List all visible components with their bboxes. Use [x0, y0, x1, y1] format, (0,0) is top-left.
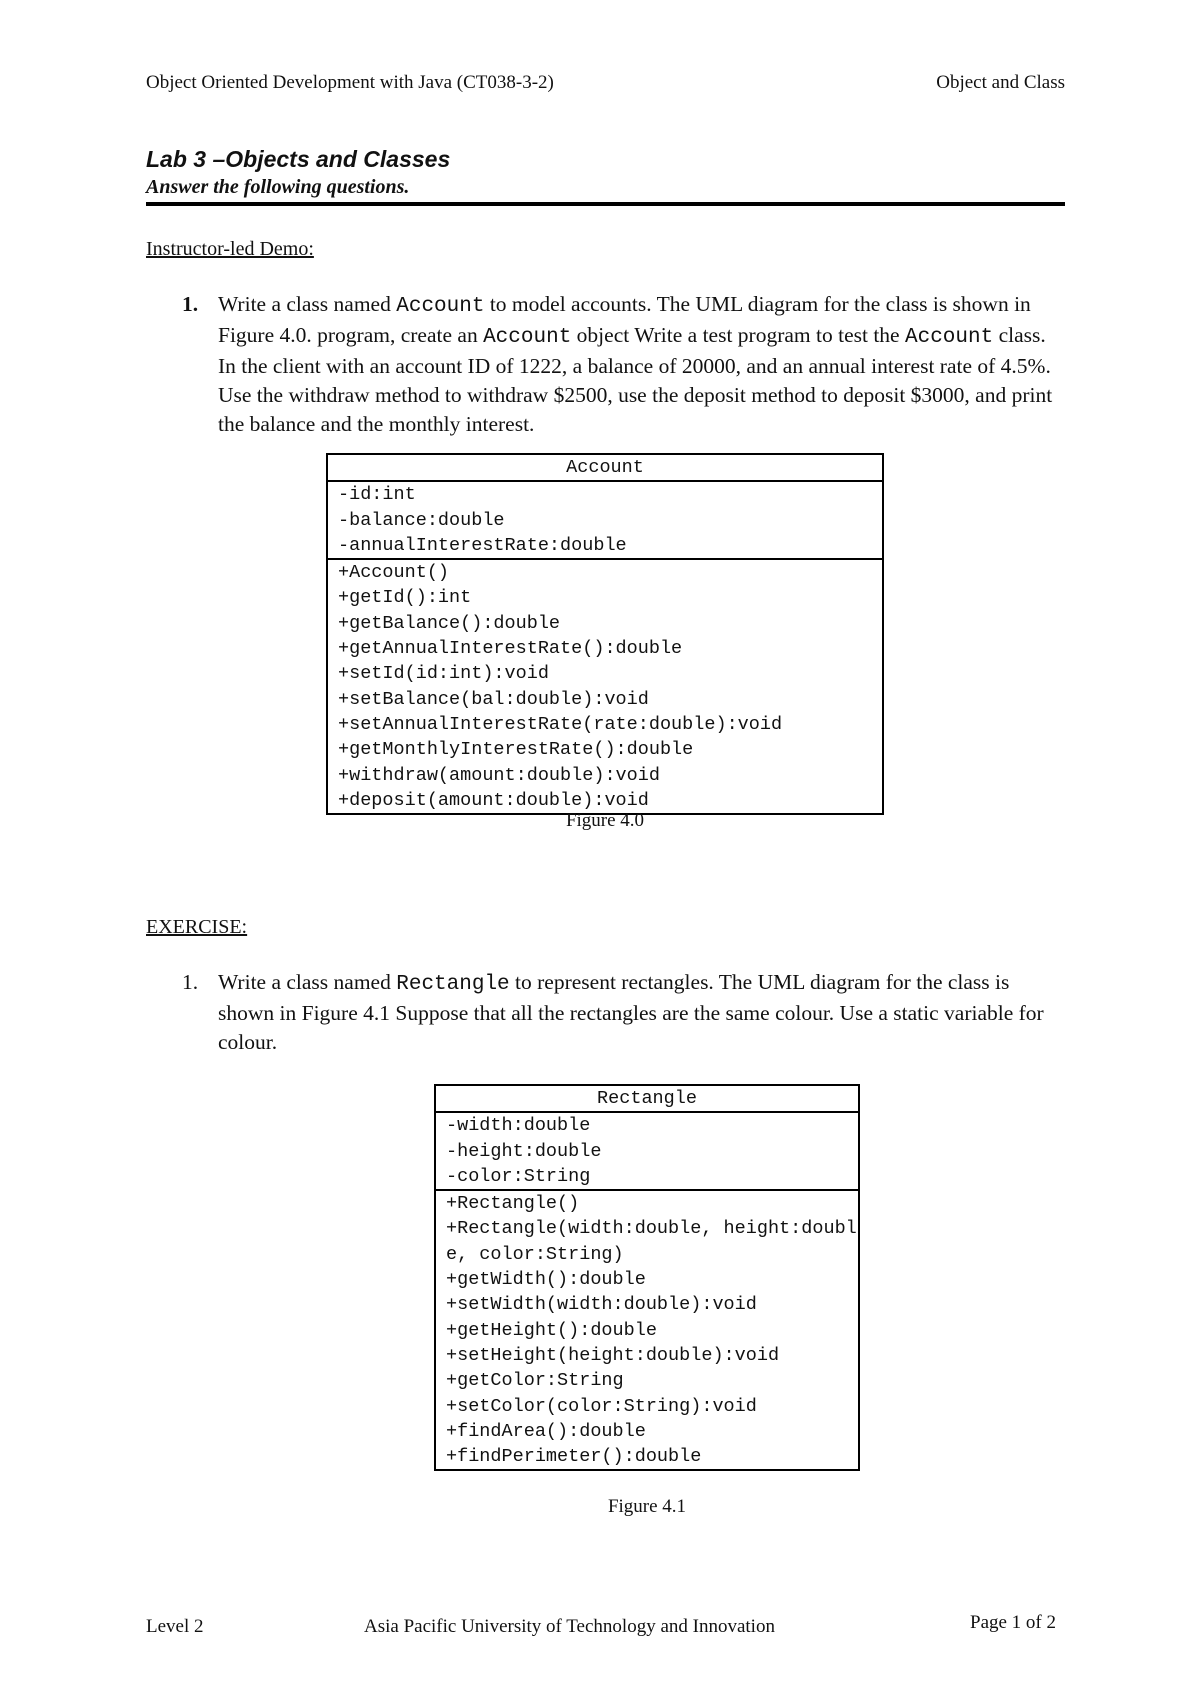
rectangle-uml-box	[434, 1084, 860, 1471]
uml-attribute: -color:String	[446, 1165, 591, 1187]
account-uml-box	[326, 453, 884, 815]
uml-method: +Account()	[338, 562, 450, 584]
inline-code: Account	[483, 326, 572, 349]
uml-method: +getHeight():double	[446, 1319, 657, 1341]
rectangle-class-name: Rectangle	[436, 1086, 858, 1113]
uml-method: +withdraw(amount:double):void	[338, 764, 660, 786]
question-text-run: to represent rectangles. The UML diagram for the class is shown in Figure 4.1 Suppose that all the rectangles are the same colour. Use a static variable for colour.	[218, 970, 1044, 1054]
question-text-run: Write a class named	[218, 292, 397, 316]
demo-question	[182, 290, 1065, 439]
demo-question-text	[218, 290, 1065, 439]
exercise-heading: EXERCISE:	[146, 916, 248, 938]
uml-method: +getColor:String	[446, 1370, 624, 1392]
question-text-run: Write a class named	[218, 970, 397, 994]
uml-method: +getWidth():double	[446, 1269, 646, 1291]
header-topic: Object and Class	[936, 72, 1065, 93]
uml-method: +findPerimeter():double	[446, 1446, 702, 1468]
uml-attribute: -width:double	[446, 1115, 591, 1137]
uml-method: +deposit(amount:double):void	[338, 789, 649, 811]
demo-question-number: 1.	[182, 292, 199, 316]
uml-attribute: -id:int	[338, 484, 416, 506]
inline-code: Account	[904, 326, 994, 349]
account-methods	[328, 560, 882, 813]
inline-code: Rectangle	[396, 973, 510, 996]
lab-subtitle: Answer the following questions.	[146, 176, 410, 198]
question-text-run: object Write a test program to test the	[571, 323, 905, 347]
uml-attribute: -height:double	[446, 1140, 602, 1162]
uml-attribute: -balance:double	[338, 509, 505, 531]
exercise-question	[182, 968, 1065, 1057]
uml-method: +getId():int	[338, 587, 472, 609]
question-text-run: class. In the client with an account ID of 1222, a balance of 20000, and an annual interest rate of 4.5%. Use the withdraw method to withdraw $2500, use the deposit method to deposit $3000, and print the balance and the monthly interest.	[218, 323, 1053, 436]
demo-heading: Instructor-led Demo:	[146, 238, 314, 260]
header-course-title: Object Oriented Development with Java (CT038-3-2)	[146, 72, 554, 93]
uml-method: +setWidth(width:double):void	[446, 1294, 757, 1316]
exercise-question-number: 1.	[182, 970, 199, 994]
uml-method: +Rectangle(width:double, height:double, color:String)	[446, 1218, 857, 1265]
uml-method: +setBalance(bal:double):void	[338, 688, 649, 710]
question-text-run: to model accounts. The UML diagram for the class is shown in Figure 4.0. program, create an	[218, 292, 1031, 347]
footer-level: Level 2	[146, 1616, 204, 1637]
uml-method: +setHeight(height:double):void	[446, 1344, 780, 1366]
inline-code: Account	[396, 295, 485, 318]
title-rule	[146, 202, 1065, 206]
uml-method: +getAnnualInterestRate():double	[338, 638, 683, 660]
lab-title: Lab 3 –Objects and Classes	[146, 146, 451, 172]
footer-institution: Asia Pacific University of Technology and Innovation	[364, 1616, 775, 1637]
footer-page-number: Page 1 of 2	[970, 1612, 1057, 1633]
rectangle-methods	[436, 1191, 858, 1469]
account-attributes	[328, 482, 882, 560]
uml-method: +getBalance():double	[338, 612, 561, 634]
account-class-name: Account	[328, 455, 882, 482]
rectangle-attributes	[436, 1113, 858, 1191]
exercise-question-text	[218, 968, 1065, 1057]
figure-4-0-caption: Figure 4.0	[565, 810, 645, 831]
uml-method: +setId(id:int):void	[338, 663, 549, 685]
uml-method: +Rectangle()	[446, 1193, 580, 1215]
uml-method: +getMonthlyInterestRate():double	[338, 739, 694, 761]
uml-method: +setColor(color:String):void	[446, 1395, 757, 1417]
uml-method: +setAnnualInterestRate(rate:double):void	[338, 713, 783, 735]
uml-attribute: -annualInterestRate:double	[338, 534, 627, 556]
figure-4-1-caption: Figure 4.1	[607, 1496, 687, 1517]
uml-method: +findArea():double	[446, 1420, 646, 1442]
